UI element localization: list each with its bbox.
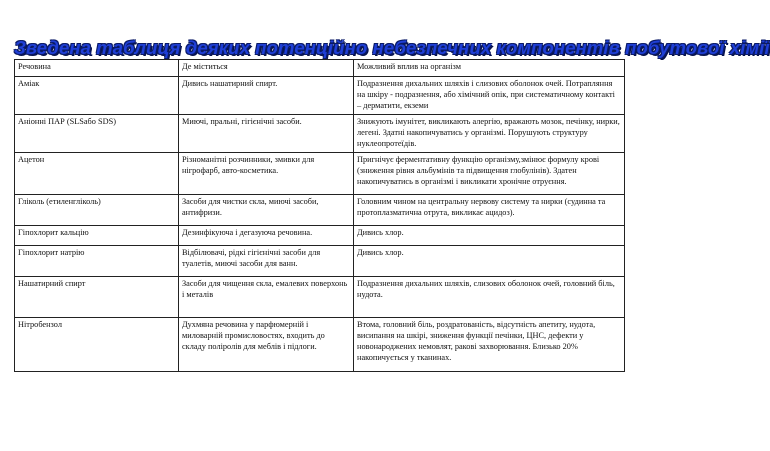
cell-location: Різноманітні розчинники, змивки для нігрофарб, авто-косметика. [179, 153, 354, 195]
cell-location: Дивись нашатирний спирт. [179, 77, 354, 115]
cell-effect: Втома, головний біль, роздратованість, відсутність апетиту, нудота, висипання на шкірі, зниження функції печінки, ЦНС, дефекти у новонароджених немовлят, ракові захворювання. Близько 20% накопичується у тканинах. [354, 318, 625, 372]
cell-effect: Пригнічує ферментативну функцію організму,змінює формулу крові (зниження рівня альбумінів та підвищення глобулінів). Здатен накопичуватись в організмі і викликати хронічне отруєння. [354, 153, 625, 195]
cell-substance: Аміак [15, 77, 179, 115]
cell-location: Засоби для чищення скла, емалевих поверхонь і металів [179, 277, 354, 318]
cell-location: Відбілювачі, рідкі гігієнічні засоби для туалетів, миючі засоби для ванн. [179, 246, 354, 277]
cell-substance: Аніонні ПАР (SLSабо SDS) [15, 115, 179, 153]
table-row [15, 246, 625, 277]
table-row [15, 195, 625, 226]
table-row [15, 115, 625, 153]
cell-substance: Гіпохлорит кальцію [15, 226, 179, 246]
header-location: Де міститься [179, 60, 354, 77]
table-row [15, 318, 625, 372]
document-title: Зведена таблиця деяких потенційно небезпечних компонентів побутової хімії [14, 37, 770, 58]
cell-effect: Дивись хлор. [354, 226, 625, 246]
cell-location: Миючі, пральні, гігієнічні засоби. [179, 115, 354, 153]
cell-effect: Подразнення дихальних шляхів, слизових оболонок очей, головний біль, нудота. [354, 277, 625, 318]
table-header-row [15, 60, 625, 77]
cell-effect: Дивись хлор. [354, 246, 625, 277]
cell-substance: Гліколь (етиленгліколь) [15, 195, 179, 226]
cell-location: Дезинфікуюча і дегазуюча речовина. [179, 226, 354, 246]
header-substance: Речовина [15, 60, 179, 77]
cell-substance: Нашатирний спирт [15, 277, 179, 318]
header-effect: Можливий вплив на організм [354, 60, 625, 77]
cell-location: Духмяна речовина у парфюмерній і миловарній промисловостях, входить до складу поліролів для меблів і підлоги. [179, 318, 354, 372]
cell-effect: Знижують імунітет, викликають алергію, вражають мозок, печінку, нирки, легені. Здатні накопичуватись у організмі. Порушують структуру нуклеопротеїдів. [354, 115, 625, 153]
cell-location: Засоби для чистки скла, миючі засоби, антифризи. [179, 195, 354, 226]
table-row [15, 153, 625, 195]
cell-effect: Подразнення дихальних шляхів і слизових оболонок очей. Потрапляння на шкіру - подразнення, або хімічний опік, при систематичному контакті – дерматити, екземи [354, 77, 625, 115]
cell-effect: Головним чином на центральну нервову систему та нирки (судинна та протоплазматична отрута, викликає ацидоз). [354, 195, 625, 226]
table-row [15, 226, 625, 246]
cell-substance: Нітробензол [15, 318, 179, 372]
table-row [15, 77, 625, 115]
cell-substance: Ацетон [15, 153, 179, 195]
cell-substance: Гіпохлорит натрію [15, 246, 179, 277]
table-row [15, 277, 625, 318]
hazard-table [14, 59, 625, 372]
